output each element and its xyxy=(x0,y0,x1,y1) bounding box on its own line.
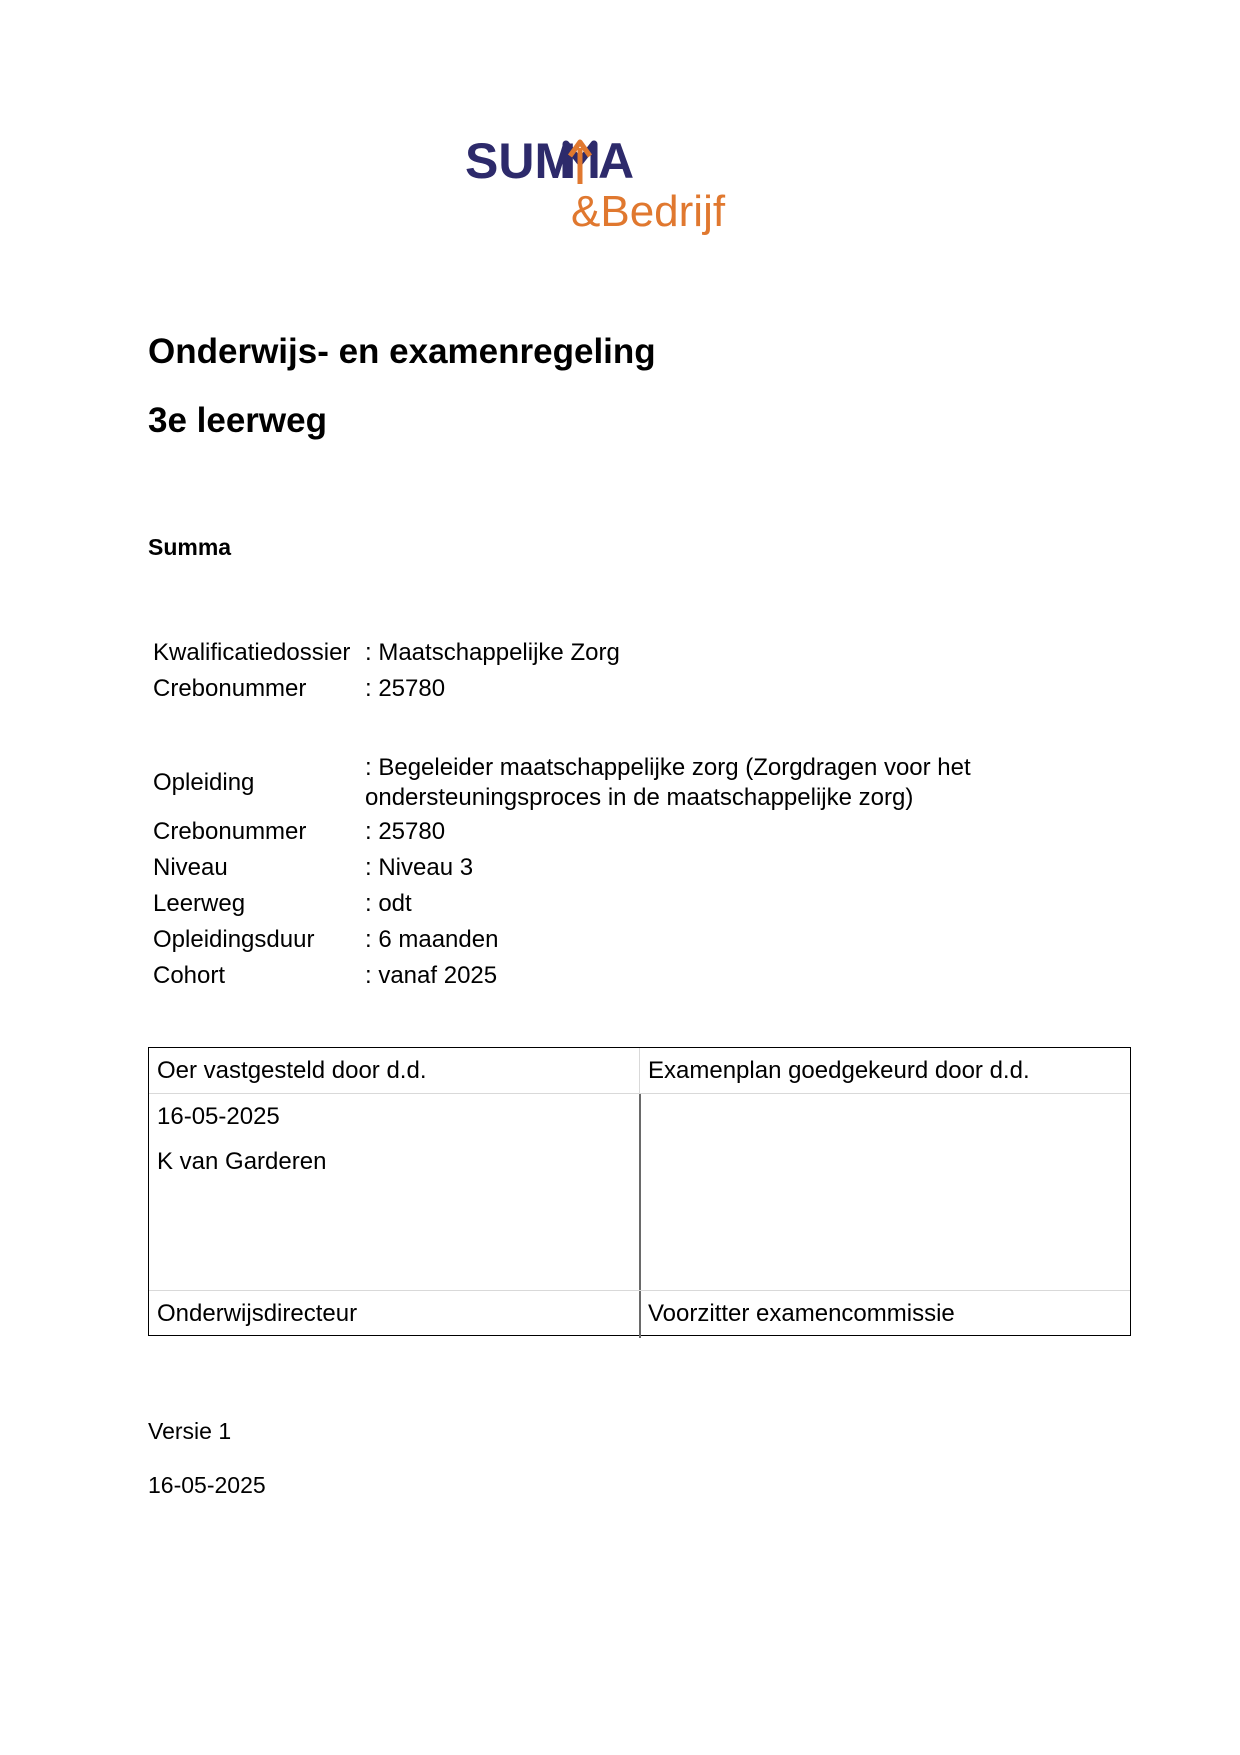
document-version: Versie 1 xyxy=(148,1418,232,1444)
info-row-niveau xyxy=(153,850,1053,886)
program-info xyxy=(153,752,1053,994)
info-value: : Begeleider maatschappelijke zorg (Zorgdragen voor het ondersteuningsproces in de maatschappelijke zorg) xyxy=(365,754,971,811)
approval-right-role: Voorzitter examencommissie xyxy=(648,1300,955,1327)
info-value: : 6 maanden xyxy=(365,926,499,953)
logo-text-sum: SUM xyxy=(465,133,577,189)
approval-left-date: 16-05-2025 xyxy=(157,1103,280,1130)
info-value: : Maatschappelijke Zorg xyxy=(365,639,620,666)
info-row-leerweg xyxy=(153,886,1053,922)
info-value: : Niveau 3 xyxy=(365,854,474,881)
table-divider xyxy=(149,1290,1130,1291)
info-row-kwalificatiedossier xyxy=(153,635,1053,671)
document-subtitle-leerweg: 3e leerweg xyxy=(148,401,327,440)
summa-bedrijf-logo xyxy=(465,132,765,244)
info-row-crebonummer xyxy=(153,814,1053,850)
info-value: : odt xyxy=(365,890,412,917)
qualification-info xyxy=(153,635,1053,707)
info-label: Crebonummer xyxy=(153,818,307,845)
table-divider xyxy=(149,1093,1130,1094)
document-title: Onderwijs- en examenregeling xyxy=(148,332,656,371)
info-label: Niveau xyxy=(153,854,228,881)
document-date: 16-05-2025 xyxy=(148,1472,266,1498)
info-row-crebonummer xyxy=(153,671,1053,707)
info-row-opleiding xyxy=(153,752,1053,814)
approval-right-header: Examenplan goedgekeurd door d.d. xyxy=(648,1057,1030,1084)
approval-table xyxy=(148,1047,1131,1336)
approval-left-signatory: K van Garderen xyxy=(157,1148,327,1175)
info-value: : 25780 xyxy=(365,818,446,845)
logo-text-a: A xyxy=(598,133,635,189)
approval-left-header: Oer vastgesteld door d.d. xyxy=(157,1057,427,1084)
info-row-cohort xyxy=(153,958,1053,994)
info-label: Opleidingsduur xyxy=(153,926,315,953)
logo-text-bedrijf: &Bedrijf xyxy=(571,187,726,236)
info-row-opleidingsduur xyxy=(153,922,1053,958)
info-value: : vanaf 2025 xyxy=(365,962,498,989)
info-label: Kwalificatiedossier xyxy=(153,639,351,666)
info-value: : 25780 xyxy=(365,675,446,702)
info-label: Cohort xyxy=(153,962,226,989)
institution-name: Summa xyxy=(148,534,232,560)
approval-left-role: Onderwijsdirecteur xyxy=(157,1300,358,1327)
info-label: Crebonummer xyxy=(153,675,307,702)
info-label: Opleiding xyxy=(153,769,255,796)
info-label: Leerweg xyxy=(153,890,246,917)
